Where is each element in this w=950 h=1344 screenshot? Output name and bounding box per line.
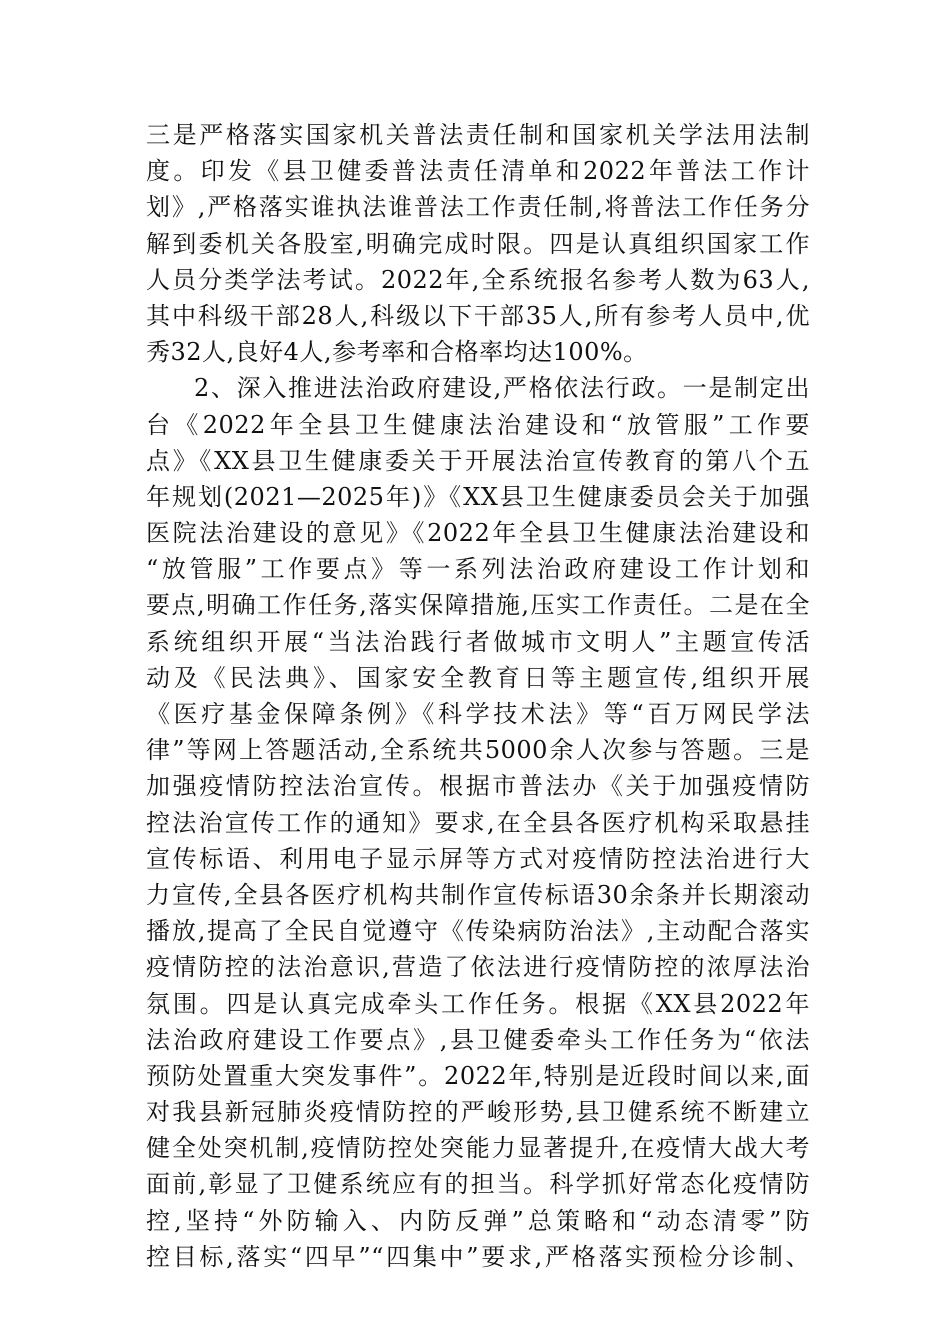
text-line: 法治政府建设工作要点》,县卫健委牵头工作任务为“依法 [146, 1025, 810, 1054]
text-line: 三是严格落实国家机关普法责任制和国家机关学法用法制 [146, 121, 810, 149]
text-line: 氛围。四是认真完成牵头工作任务。根据《XX县2022年 [146, 989, 810, 1018]
text-line: 系统组织开展“当法治践行者做城市文明人”主题宣传活 [146, 627, 810, 656]
text-line: 控,坚持“外防输入、内防反弹”总策略和“动态清零”防 [146, 1206, 810, 1235]
text-line: 秀32人,良好4人,参考率和合格率均达100%。 [146, 338, 648, 367]
text-line: “放管服”工作要点》等一系列法治政府建设工作计划和 [146, 555, 810, 584]
text-line: 播放,提高了全民自觉遵守《传染病防治法》,主动配合落实 [146, 917, 810, 946]
text-line: 其中科级干部28人,科级以下干部35人,所有参考人员中,优 [146, 301, 810, 330]
text-line: 年规划(2021—2025年)》《XX县卫生健康委员会关于加强 [146, 482, 810, 511]
text-line: 台《2022年全县卫生健康法治建设和“放管服”工作要 [146, 410, 810, 439]
text-line: 划》,严格落实谁执法谁普法工作责任制,将普法工作任务分 [146, 193, 810, 222]
text-line: 加强疫情防控法治宣传。根据市普法办《关于加强疫情防 [146, 772, 810, 801]
text-line: 力宣传,全县各医疗机构共制作宣传标语30余条并长期滚动 [146, 880, 810, 909]
document-body [146, 117, 810, 1275]
text-line: 《医疗基金保障条例》《科学技术法》等“百万网民学法 [146, 700, 810, 728]
text-line: 对我县新冠肺炎疫情防控的严峻形势,县卫健系统不断建立 [146, 1098, 810, 1127]
text-line: 要点,明确工作任务,落实保障措施,压实工作责任。二是在全 [146, 591, 810, 620]
text-line: 人员分类学法考试。2022年,全系统报名参考人数为63人, [146, 265, 810, 294]
text-line: 度。印发《县卫健委普法责任清单和2022年普法工作计 [146, 157, 810, 186]
text-line: 律”等网上答题活动,全系统共5000余人次参与答题。三是 [146, 736, 810, 765]
text-line: 医院法治建设的意见》《2022年全县卫生健康法治建设和 [146, 519, 810, 548]
text-line: 预防处置重大突发事件”。2022年,特别是近段时间以来,面 [146, 1061, 810, 1090]
text-line: 2、深入推进法治政府建设,严格依法行政。一是制定出 [194, 374, 810, 403]
text-line: 动及《民法典》、国家安全教育日等主题宣传,组织开展 [146, 663, 810, 692]
text-line: 控目标,落实“四早”“四集中”要求,严格落实预检分诊制、 [146, 1242, 810, 1271]
text-line: 点》《XX县卫生健康委关于开展法治宣传教育的第八个五 [146, 446, 810, 475]
paragraph-legal-responsibility [146, 117, 810, 370]
text-line: 控法治宣传工作的通知》要求,在全县各医疗机构采取悬挂 [146, 808, 810, 837]
paragraph-rule-of-law-government [146, 370, 810, 1275]
text-line: 面前,彰显了卫健系统应有的担当。科学抓好常态化疫情防 [146, 1170, 810, 1199]
text-line: 健全处突机制,疫情防控处突能力显著提升,在疫情大战大考 [146, 1134, 810, 1163]
text-line: 疫情防控的法治意识,营造了依法进行疫情防控的浓厚法治 [146, 953, 810, 982]
text-line: 宣传标语、利用电子显示屏等方式对疫情防控法治进行大 [146, 844, 810, 873]
text-line: 解到委机关各股室,明确完成时限。四是认真组织国家工作 [146, 229, 810, 258]
